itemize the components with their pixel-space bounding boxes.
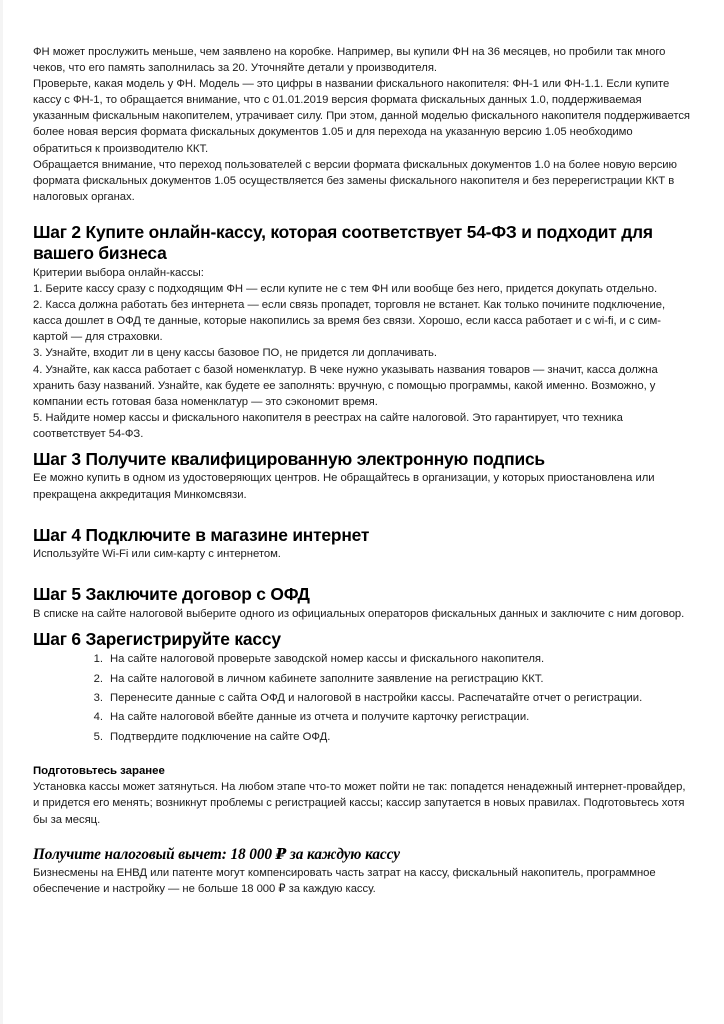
intro-paragraph-1: ФН может прослужить меньше, чем заявлено на коробке. Например, вы купили ФН на 36 месяцев, но пробили так много чеков, что его память заполнилась за 20. Уточняйте детали у производителя. — [33, 46, 666, 75]
registration-steps-list — [33, 650, 691, 746]
document-content — [33, 44, 691, 897]
step-2-item-4: 4. Узнайте, как касса работает с базой номенклатур. В чеке нужно указывать названия товаров — значит, касса должна хранить базу названий. Узнайте, как будете ее заполнять: вручную, с помощью программы, какой именно. Возможно, у компании есть готовая база номенклатур — это сэкономит время. — [33, 363, 658, 408]
spacer — [33, 828, 691, 845]
heading-step-6: Шаг 6 Зарегистрируйте кассу — [33, 628, 281, 649]
list-item: На сайте налоговой в личном кабинете заполните заявление на регистрацию ККТ. — [110, 672, 544, 685]
heading-tax-deduction: Получите налоговый вычет: 18 000 ₽ за каждую кассу — [33, 845, 400, 863]
list-item: Подтвердите подключение на сайте ОФД. — [110, 730, 331, 743]
step-4-body: Используйте Wi-Fi или сим-карту с интернетом. — [33, 548, 281, 561]
intro-paragraph-3: Обращается внимание, что переход пользователей с версии формата фискальных документов 1.0 на более новую версию формата фискальных документов 1.05 осуществляется без замены фискального накопителя и без перерегистрации ККТ в налоговых органах. — [33, 158, 677, 203]
step-2-item-1: 1. Берите кассу сразу с подходящим ФН — если купите не с тем ФН или вообще без него, придется докупать отдельно. — [33, 283, 658, 296]
list-item: Перенесите данные с сайта ОФД и налоговой в настройки кассы. Распечатайте отчет о регистрации. — [110, 691, 643, 704]
step-2-item-3: 3. Узнайте, входит ли в цену кассы базовое ПО, не придется ли доплачивать. — [33, 347, 437, 360]
heading-prepare-in-advance: Подготовьтесь заранее — [33, 764, 165, 777]
spacer — [33, 747, 691, 764]
heading-step-2: Шаг 2 Купите онлайн-кассу, которая соответствует 54-ФЗ и подходит для вашего бизнеса — [33, 221, 653, 264]
step-2-item-5: 5. Найдите номер кассы и фискального накопителя в реестрах на сайте налоговой. Это гарантирует, что техника соответствует 54-ФЗ. — [33, 411, 623, 440]
spacer — [33, 205, 691, 222]
heading-step-4: Шаг 4 Подключите в магазине интернет — [33, 524, 370, 545]
step-2-item-2: 2. Касса должна работать без интернета — если связь пропадет, торговля не встанет. Как только почините подключение, касса дошлет в ОФД те данные, которые накопились за время без связи. Хорошо, если касса работает и с wi-fi, и с сим-картой — для страховки. — [33, 299, 666, 344]
list-item: На сайте налоговой вбейте данные из отчета и получите карточку регистрации. — [110, 711, 530, 724]
step-3-body: Ее можно купить в одном из удостоверяющих центров. Не обращайтесь в организации, у которых приостановлена или прекращена аккредитация Минкомсвязи. — [33, 472, 655, 501]
spacer — [33, 442, 691, 449]
prepare-body: Установка кассы может затянуться. На любом этапе что-то может пойти не так: попадется ненадежный интернет-провайдер, и придется его менять; возникнут проблемы с регистрацией кассы; кассир запутается в новых правилах. Подготовьтесь хотя бы за месяц. — [33, 781, 686, 826]
step-2-criteria-label: Критерии выбора онлайн-кассы: — [33, 266, 204, 279]
step-5-body: В списке на сайте налоговой выберите одного из официальных операторов фискальных данных и заключите с ним договор. — [33, 607, 685, 620]
list-item: На сайте налоговой проверьте заводской номер кассы и фискального накопителя. — [110, 653, 545, 666]
page-left-edge — [0, 0, 3, 1024]
heading-step-3: Шаг 3 Получите квалифицированную электронную подпись — [33, 448, 545, 469]
spacer — [33, 503, 691, 525]
intro-paragraph-2: Проверьте, какая модель у ФН. Модель — это цифры в названии фискального накопителя: ФН-1 или ФН-1.1. Если купите кассу с ФН-1, то обращается внимание, что с 01.01.2019 версия формата фискальных данных 1.0, поддерживаемая указанным фискальным накопителем, утрачивает силу. При этом, данной моделью фискального накопителя поддерживается более новая версия формата фискальных документов 1.05 и для перехода на указанную версию 1.05 необходимо обратиться к производителю ККТ. — [33, 78, 690, 155]
tax-deduction-body: Бизнесмены на ЕНВД или патенте могут компенсировать часть затрат на кассу, фискальный накопитель, программное обеспечение и настройку — не больше 18 000 ₽ за каждую кассу. — [33, 866, 656, 895]
heading-step-5: Шаг 5 Заключите договор с ОФД — [33, 584, 310, 605]
spacer — [33, 562, 691, 584]
spacer — [33, 622, 691, 629]
